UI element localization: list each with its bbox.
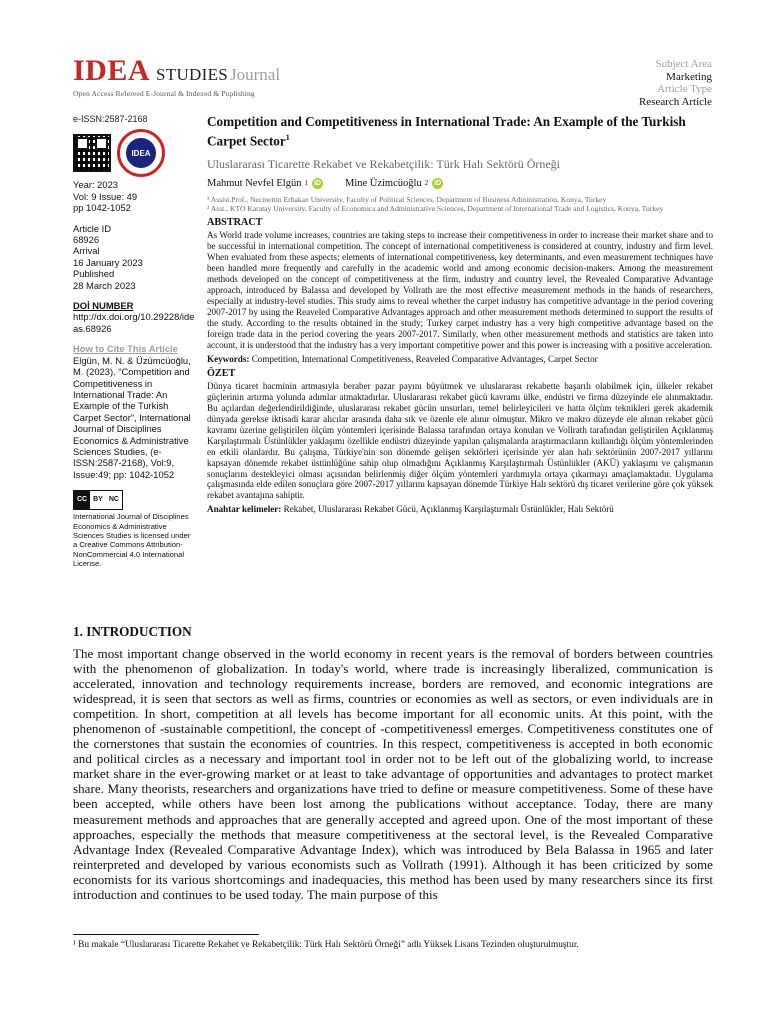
logo-wordmark bbox=[73, 56, 280, 86]
arrival-value: 16 January 2023 bbox=[73, 256, 143, 268]
subject-area-block bbox=[639, 58, 712, 108]
article-id-block bbox=[73, 223, 195, 291]
turkish-title: Uluslararası Ticarette Rekabet ve Rekabetçilik: Türk Halı Sektörü Örneği bbox=[207, 156, 561, 171]
article-info-sidebar bbox=[73, 114, 195, 569]
author-1-affil-marker: 1 bbox=[304, 179, 308, 188]
logo-studies: STUDIES bbox=[156, 65, 229, 84]
affiliation-2: ² Asst., KTO Karatay University, Faculty of Economics and Administrative Sciences, Department of International Trade and Logistics, Konya, Turkey bbox=[207, 204, 664, 214]
author-2-affil-marker: 2 bbox=[424, 179, 429, 188]
volume-issue: Vol: 9 Issue: 49 bbox=[73, 190, 138, 202]
affiliations bbox=[207, 195, 713, 213]
abstract-text: As World trade volume increases, countries are taking steps to increase their competitiveness in order to increase their market share and to be successful in international competition. The concept of international competitiveness is considered at country, industry and firm level. When evaluated from these aspects; elements of international competitiveness, key determinants, and even measurement techniques have been handled more frequently and carefully in the academic world and among economic decision-makers. Among the measurement methods developed on the concept of competitiveness at the firm, industry and country level, the Revealed Comparative Advantage approach, introduced by Balassa and developed by Vollrath are the most effective measurement methods in the hands of researchers, especially at industry-level studies. This study aims to reveal whether the carpet industry has competitive advantage in the period covering 2007-2017 by using the Reaveled Comparative Advantages approach and other measurement methods determined to support the results of the study. According to the results obtained in the study; Turkey carpet industry has a very high competitive advantage based on the foreign trade data in the period covering the years 2007-2017. Similarly, when other measurement methods and statistics are taken into account, it is understood that the industry has a very important competitive power and this power is increasing with a positive acceleration. bbox=[207, 230, 713, 350]
author-2-name: Mine Üzimcüoğlu bbox=[344, 177, 422, 189]
citation-text: Elgün, M. N. & Üzümcüoğlu, M. (2023). “Competition and Competitiveness in International Trade: An Example of the Turkish Carpet Sector”, International Journal of Disciplines Economics & Administrative Sciences Studies, (e-ISSN:2587-2168), Vol:9, Issue:49; pp: 1042-1052 bbox=[73, 354, 191, 480]
orcid-icon[interactable]: iD bbox=[434, 179, 442, 187]
by-label: BY bbox=[90, 491, 106, 509]
article-title bbox=[207, 114, 713, 149]
orcid-icon[interactable]: iD bbox=[313, 179, 321, 187]
logo-idea: IDEA bbox=[73, 54, 151, 87]
keywords-text: Competition, International Competitiveness, Reaveled Comparative Advantages, Carpet Sector bbox=[251, 353, 598, 364]
ozet-text: Dünya ticaret hacminin artmasıyla beraber pazar payını büyütmek ve uluslararası rekabette başarılı olabilmek için, ülkeler rekabet güçlerinin artırma yolunda adımlar atmaktadırlar. Uluslararası rekabet gücü kavramı ülke, endüstri ve firma düzeyinde ele alınmaktadır. Bu açılardan değerlendirildiğinde, uluslararası rekabet gücün unsurları, temel belirleyicileri ve hatta ölçüm teknikleri gerek akademik dünyada gerekse iktisadi karar alıcılar arasında daha sık ve özenle ele alınır olmuştur. Mikro ve makro düzeyde ele alınan rekabet gücü kavramı üzerine geliştirilen ölçüm yöntemleri içerisinde Balassa tarafından ortaya konulan ve Vollrath tarafından geliştirilen Açıklanmış Karşılaştırmalı Üstünlükler yaklaşımı özellikle endüstri düzeyinde yapılan çalışmalarda araştırmacıların kullandığı ölçüm yöntemlerinden en etkili olanlardır. Bu çalışma, Türkiye'nin son dönemde gelişen sektörleri içerisinde yer alan halı sektörünün 2007-2017 yıllarını kapsayan dönemde rekabet üstünlüğüne sahip olup olmadığını Açıklanmış Karşılaştırmalı Üstünlükler (AKÜ) yaklaşımı ve çalışmanın sonuçlarını destekleyici olması açısından belirlenmiş diğer ölçüm yöntemleri yardımıyla ortaya çıkarmayı amaçlamaktadır. Uygulama çalışmasında elde edilen sonuçlara göre 2007-2017 yıllarını kapsayan dönemde Türkiye Halı sektörü dış ticaret verilerine göre çok yüksek rekabet avantajına sahiptir. bbox=[207, 380, 713, 501]
footnote: ¹ Bu makale “Uluslararası Ticarette Rekabet ve Rekabetçilik: Türk Halı Sektörü Örneği” adlı Yüksek Lisans Tezinden oluşturulmuştur. bbox=[73, 940, 579, 950]
logo-journal: Journal bbox=[230, 65, 281, 84]
footnote-divider bbox=[73, 934, 259, 935]
cc-label: CC bbox=[74, 491, 90, 509]
doi-link[interactable]: http://dx.doi.org/10.29228/ideas.68926 bbox=[73, 311, 195, 334]
subject-area-value: Marketing bbox=[666, 70, 712, 83]
codes-row bbox=[73, 129, 195, 177]
journal-seal-icon bbox=[117, 129, 165, 177]
how-to-cite-link[interactable]: How to Cite This Article bbox=[73, 343, 178, 355]
article-type-value: Research Article bbox=[639, 95, 712, 108]
article-title-text: Competition and Competitiveness in International Trade: An Example of the Turkish Carpet Sector bbox=[207, 114, 686, 149]
title-footnote-marker[interactable]: 1 bbox=[285, 132, 290, 142]
qr-code-icon[interactable] bbox=[73, 134, 111, 172]
authors-row bbox=[207, 178, 713, 189]
abstract-heading: ABSTRACT bbox=[207, 217, 263, 229]
published-value: 28 March 2023 bbox=[73, 279, 136, 291]
creative-commons-icon[interactable] bbox=[73, 490, 123, 510]
keywords-label: Keywords: bbox=[207, 353, 250, 364]
journal-logo bbox=[73, 56, 280, 98]
published-label: Published bbox=[73, 268, 115, 280]
anahtar-label: Anahtar kelimeler: bbox=[207, 504, 282, 515]
year: Year: 2023 bbox=[73, 179, 119, 191]
seal-text: IDEA bbox=[126, 138, 156, 168]
affiliation-1: ¹ Assist.Prof., Necmettin Erbakan University, Faculty of Political Sciences, Department of Business Administration, Konya, Turkey bbox=[207, 194, 607, 204]
article-type-label: Article Type bbox=[657, 83, 712, 96]
subject-area-label: Subject Area bbox=[655, 58, 712, 70]
doi-label: DOİ NUMBER bbox=[73, 300, 134, 312]
introduction-paragraph: The most important change observed in the world economy in recent years is the removal of borders between countries with the phenomenon of globalization. In today's world, where trade is increasingly liberalized, communication is accelerated, innovation and technology requirements increase, borders are removed, and economic integrations are widespread, it is seen that sectors as well as firms, countries or economies as well as sectors, or even individuals are in competition. In short, competition at all levels has become important for all economic units. At this point, with the phenomenon of -sustainable competition‖, the concept of -competitiveness‖ emerges. Competitiveness constitutes one of the cornerstones that sustain the economies of countries. In this respect, competitiveness is accepted in both economic and political circles as a necessary and important tool in order not to be left out of the globalizing world, to increase market share in the ever-growing market or at least to take advantage of opportunities and advantages to protect market share. Many theorists, researchers and organizations have tried to define or measure competitiveness. Some of these have been accepted, while others have been lost among the publications without acceptance. Today, there are many measurement methods and approaches that are generally accepted and agreed upon. One of the most important of these approaches, especially the methods that measure competitiveness at the sectoral level, is the Revealed Comparative Advantage Index (Revealed Comparative Advantage Index), which was introduced by Bela Balassa in 1965 and later reinterpreted and developed by various economists such as Vollrath (1991). Although it has been criticized by some economists for its various shortcomings and inadequacies, this method has been used by many researchers since its first introduction and continues to be used today. The main purpose of this bbox=[73, 646, 713, 902]
keywords-line bbox=[207, 354, 713, 364]
arrival-label: Arrival bbox=[73, 245, 100, 257]
article-id-label: Article ID bbox=[73, 222, 112, 234]
anahtar-text: Rekabet, Uluslararası Rekabet Gücü, Açıklanmış Karşılaştırmalı Üstünlükler, Halı Sektörü bbox=[283, 504, 614, 515]
author-1-name: Mahmut Nevfel Elgün bbox=[207, 177, 302, 189]
logo-tagline: Open Access Refereed E-Journal & Indexed & Puplishing bbox=[73, 89, 255, 98]
anahtar-line bbox=[207, 504, 713, 514]
ozet-heading: ÖZET bbox=[207, 367, 236, 379]
pages: pp 1042-1052 bbox=[73, 202, 131, 214]
article-front-matter bbox=[207, 114, 713, 514]
article-id-value: 68926 bbox=[73, 234, 100, 246]
issn: e-ISSN:2587-2168 bbox=[73, 114, 148, 124]
introduction-heading: 1. INTRODUCTION bbox=[73, 624, 192, 639]
nc-label: NC bbox=[106, 491, 122, 509]
license-text: International Journal of Disciplines Economics & Administrative Sciences Studies is licensed under a Creative Commons Attribution-NonCommercial 4.0 International License. bbox=[73, 512, 191, 569]
